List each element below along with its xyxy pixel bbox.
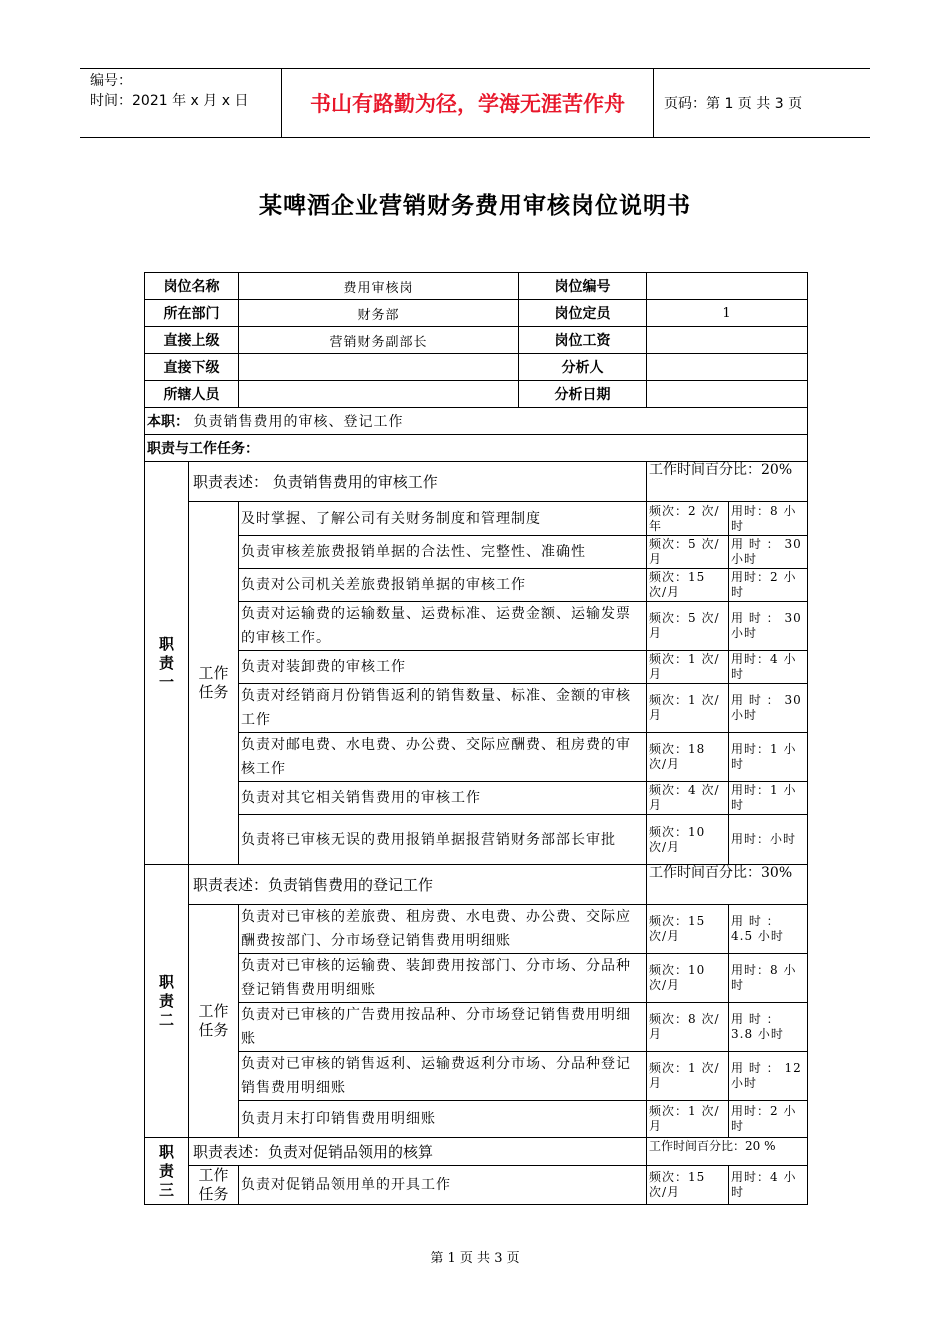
label-subordinate: 直接下级 bbox=[145, 354, 239, 381]
task-frequency: 频次：1 次/月 bbox=[647, 1052, 729, 1101]
task-frequency: 频次：15 次/月 bbox=[647, 569, 729, 602]
label-salary: 岗位工资 bbox=[519, 327, 647, 354]
value-subordinate bbox=[239, 354, 519, 381]
value-analyst bbox=[647, 354, 808, 381]
label-position-name: 岗位名称 bbox=[145, 273, 239, 300]
main-duty-text: 负责销售费用的审核、登记工作 bbox=[193, 414, 404, 430]
task-duration: 用时：1 小时 bbox=[729, 782, 808, 815]
task-frequency: 频次：10 次/月 bbox=[647, 815, 729, 865]
value-analysis-date bbox=[647, 381, 808, 408]
task-frequency: 频次：15 次/月 bbox=[647, 1166, 729, 1205]
task-description: 负责对已审核的差旅费、租房费、水电费、办公费、交际应酬费按部门、分市场登记销售费用明细账 bbox=[239, 905, 647, 954]
task-description: 负责对其它相关销售费用的审核工作 bbox=[239, 782, 647, 815]
main-duty-row bbox=[145, 408, 808, 435]
label-analyst: 分析人 bbox=[519, 354, 647, 381]
work-task-label: 工作 任务 bbox=[189, 1166, 239, 1205]
task-duration: 用 时 ： 4.5 小时 bbox=[729, 905, 808, 954]
task-description: 负责月末打印销售费用明细账 bbox=[239, 1101, 647, 1138]
task-frequency: 频次：10 次/月 bbox=[647, 954, 729, 1003]
label-headcount: 岗位定员 bbox=[519, 300, 647, 327]
document-title: 某啤酒企业营销财务费用审核岗位说明书 bbox=[259, 193, 691, 219]
page-header bbox=[80, 68, 870, 138]
doc-code-label: 编号： bbox=[90, 73, 132, 89]
duty-description: 职责表述：负责对促销品领用的核算 bbox=[189, 1138, 647, 1166]
task-frequency: 频次：5 次/月 bbox=[647, 536, 729, 569]
task-duration: 用时：4 小时 bbox=[729, 1166, 808, 1205]
task-frequency: 频次：18 次/月 bbox=[647, 733, 729, 782]
duty-description: 职责表述： 负责销售费用的审核工作 bbox=[189, 462, 647, 502]
task-duration: 用时：1 小时 bbox=[729, 733, 808, 782]
header-left bbox=[80, 69, 282, 137]
task-frequency: 频次：1 次/月 bbox=[647, 684, 729, 733]
task-description: 负责对已审核的运输费、装卸费用按部门、分市场、分品种登记销售费用明细账 bbox=[239, 954, 647, 1003]
task-description: 负责对运输费的运输数量、运费标准、运费金额、运输发票的审核工作。 bbox=[239, 602, 647, 651]
main-duty-label: 本职： bbox=[147, 414, 189, 430]
label-department: 所在部门 bbox=[145, 300, 239, 327]
task-frequency: 频次：1 次/月 bbox=[647, 651, 729, 684]
duty-time-percentage: 工作时间百分比：20 % bbox=[647, 1138, 808, 1166]
page-footer: 第 1 页 共 3 页 bbox=[430, 1251, 520, 1266]
task-description: 负责对经销商月份销售返利的销售数量、标准、金额的审核工作 bbox=[239, 684, 647, 733]
job-description-table bbox=[144, 272, 808, 1205]
work-task-label: 工作 任务 bbox=[189, 502, 239, 865]
task-description: 负责对邮电费、水电费、办公费、交际应酬费、租房费的审核工作 bbox=[239, 733, 647, 782]
task-description: 负责对公司机关差旅费报销单据的审核工作 bbox=[239, 569, 647, 602]
task-duration: 用时：2 小时 bbox=[729, 569, 808, 602]
task-frequency: 频次：8 次/月 bbox=[647, 1003, 729, 1052]
task-description: 及时掌握、了解公司有关财务制度和管理制度 bbox=[239, 502, 647, 536]
task-duration: 用 时 ： 30 小时 bbox=[729, 536, 808, 569]
tasks-heading: 职责与工作任务： bbox=[147, 441, 259, 457]
header-page-info: 页码：第 1 页 共 3 页 bbox=[664, 96, 803, 112]
task-duration: 用 时 ： 12 小时 bbox=[729, 1052, 808, 1101]
duty-label: 职 责 二 bbox=[145, 865, 189, 1138]
value-department: 财务部 bbox=[239, 300, 519, 327]
value-staff bbox=[239, 381, 519, 408]
task-description: 负责对装卸费的审核工作 bbox=[239, 651, 647, 684]
header-motto: 书山有路勤为径，学海无涯苦作舟 bbox=[282, 69, 654, 137]
value-superior: 营销财务副部长 bbox=[239, 327, 519, 354]
task-duration: 用时：2 小时 bbox=[729, 1101, 808, 1138]
value-headcount: 1 bbox=[647, 300, 808, 327]
value-salary bbox=[647, 327, 808, 354]
value-position-name: 费用审核岗 bbox=[239, 273, 519, 300]
task-description: 负责审核差旅费报销单据的合法性、完整性、准确性 bbox=[239, 536, 647, 569]
task-duration: 用 时 ： 30 小时 bbox=[729, 602, 808, 651]
task-frequency: 频次：2 次/年 bbox=[647, 502, 729, 536]
duty-time-percentage: 工作时间百分比：30% bbox=[647, 865, 808, 905]
task-description: 负责对已审核的销售返利、运输费返利分市场、分品种登记销售费用明细账 bbox=[239, 1052, 647, 1101]
task-frequency: 频次：5 次/月 bbox=[647, 602, 729, 651]
tasks-heading-row bbox=[145, 435, 808, 462]
task-duration: 用 时 ： 3.8 小时 bbox=[729, 1003, 808, 1052]
work-task-label: 工作 任务 bbox=[189, 905, 239, 1138]
doc-date-label: 时间：2021 年 x 月 x 日 bbox=[90, 93, 249, 109]
task-description: 负责对促销品领用单的开具工作 bbox=[239, 1166, 647, 1205]
duty-description: 职责表述：负责销售费用的登记工作 bbox=[189, 865, 647, 905]
task-description: 负责将已审核无误的费用报销单据报营销财务部部长审批 bbox=[239, 815, 647, 865]
label-analysis-date: 分析日期 bbox=[519, 381, 647, 408]
label-position-code: 岗位编号 bbox=[519, 273, 647, 300]
value-position-code bbox=[647, 273, 808, 300]
duty-label: 职 责 三 bbox=[145, 1138, 189, 1205]
label-superior: 直接上级 bbox=[145, 327, 239, 354]
duty-label: 职 责 一 bbox=[145, 462, 189, 865]
task-frequency: 频次：15 次/月 bbox=[647, 905, 729, 954]
task-duration: 用时：8 小时 bbox=[729, 502, 808, 536]
label-staff: 所辖人员 bbox=[145, 381, 239, 408]
task-duration: 用时：4 小时 bbox=[729, 651, 808, 684]
task-duration: 用时：小时 bbox=[729, 815, 808, 865]
task-duration: 用时：8 小时 bbox=[729, 954, 808, 1003]
duty-time-percentage: 工作时间百分比：20% bbox=[647, 462, 808, 502]
task-duration: 用 时 ： 30 小时 bbox=[729, 684, 808, 733]
task-frequency: 频次：1 次/月 bbox=[647, 1101, 729, 1138]
task-description: 负责对已审核的广告费用按品种、分市场登记销售费用明细账 bbox=[239, 1003, 647, 1052]
task-frequency: 频次：4 次/月 bbox=[647, 782, 729, 815]
